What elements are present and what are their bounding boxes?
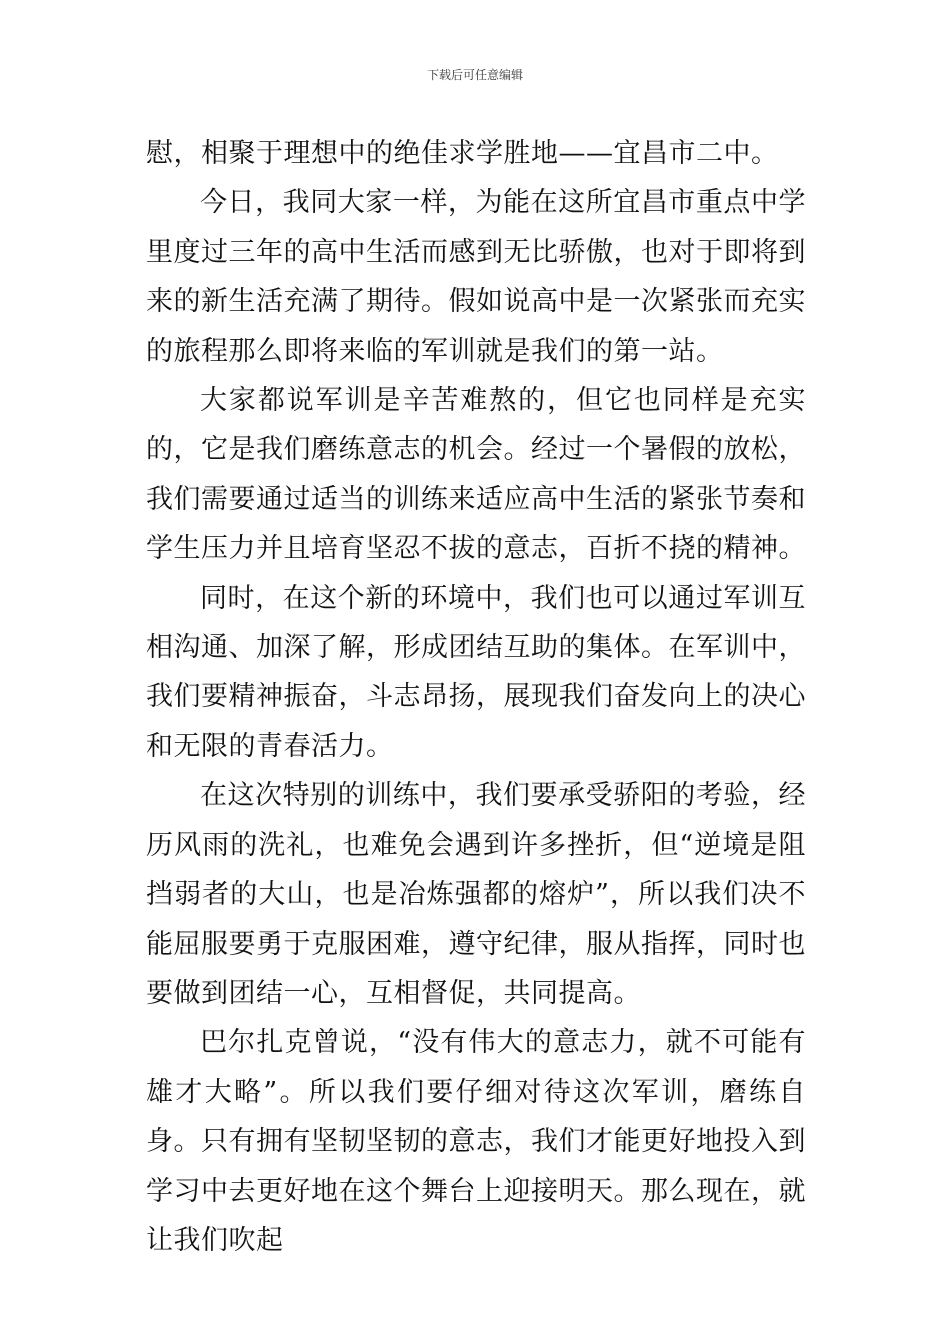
paragraph-continuation: 慰，相聚于理想中的绝佳求学胜地——宜昌市二中。 bbox=[146, 138, 779, 169]
page-header: 下载后可任意编辑 bbox=[426, 68, 523, 82]
document-body bbox=[146, 129, 806, 1265]
paragraph: 大家都说军训是辛苦难熬的，但它也同样是充实的，它是我们磨练意志的机会。经过一个暑假的放松，我们需要通过适当的训练来适应高中生活的紧张节奏和学生压力并且培育坚忍不拔的意志，百折不挠的精神。 bbox=[146, 385, 806, 565]
paragraph: 同时，在这个新的环境中，我们也可以通过军训互相沟通、加深了解，形成团结互助的集体。在军训中，我们要精神振奋，斗志昂扬，展现我们奋发向上的决心和无限的青春活力。 bbox=[146, 582, 806, 762]
paragraph: 在这次特别的训练中，我们要承受骄阳的考验，经历风雨的洗礼，也难免会遇到许多挫折，但“逆境是阻挡弱者的大山，也是冶炼强都的熔炉”，所以我们决不能屈服要勇于克服困难，遵守纪律，服从指挥，同时也要做到团结一心，互相督促，共同提高。 bbox=[146, 780, 806, 1009]
paragraph: 今日，我同大家一样，为能在这所宜昌市重点中学里度过三年的高中生活而感到无比骄傲，也对于即将到来的新生活充满了期待。假如说高中是一次紧张而充实的旅程那么即将来临的军训就是我们的第一站。 bbox=[146, 187, 806, 367]
paragraph: 巴尔扎克曾说，“没有伟大的意志力，就不可能有雄才大略”。所以我们要仔细对待这次军训，磨练自身。只有拥有坚韧坚韧的意志，我们才能更好地投入到学习中去更好地在这个舞台上迎接明天。那么现在，就让我们吹起 bbox=[146, 1027, 806, 1256]
